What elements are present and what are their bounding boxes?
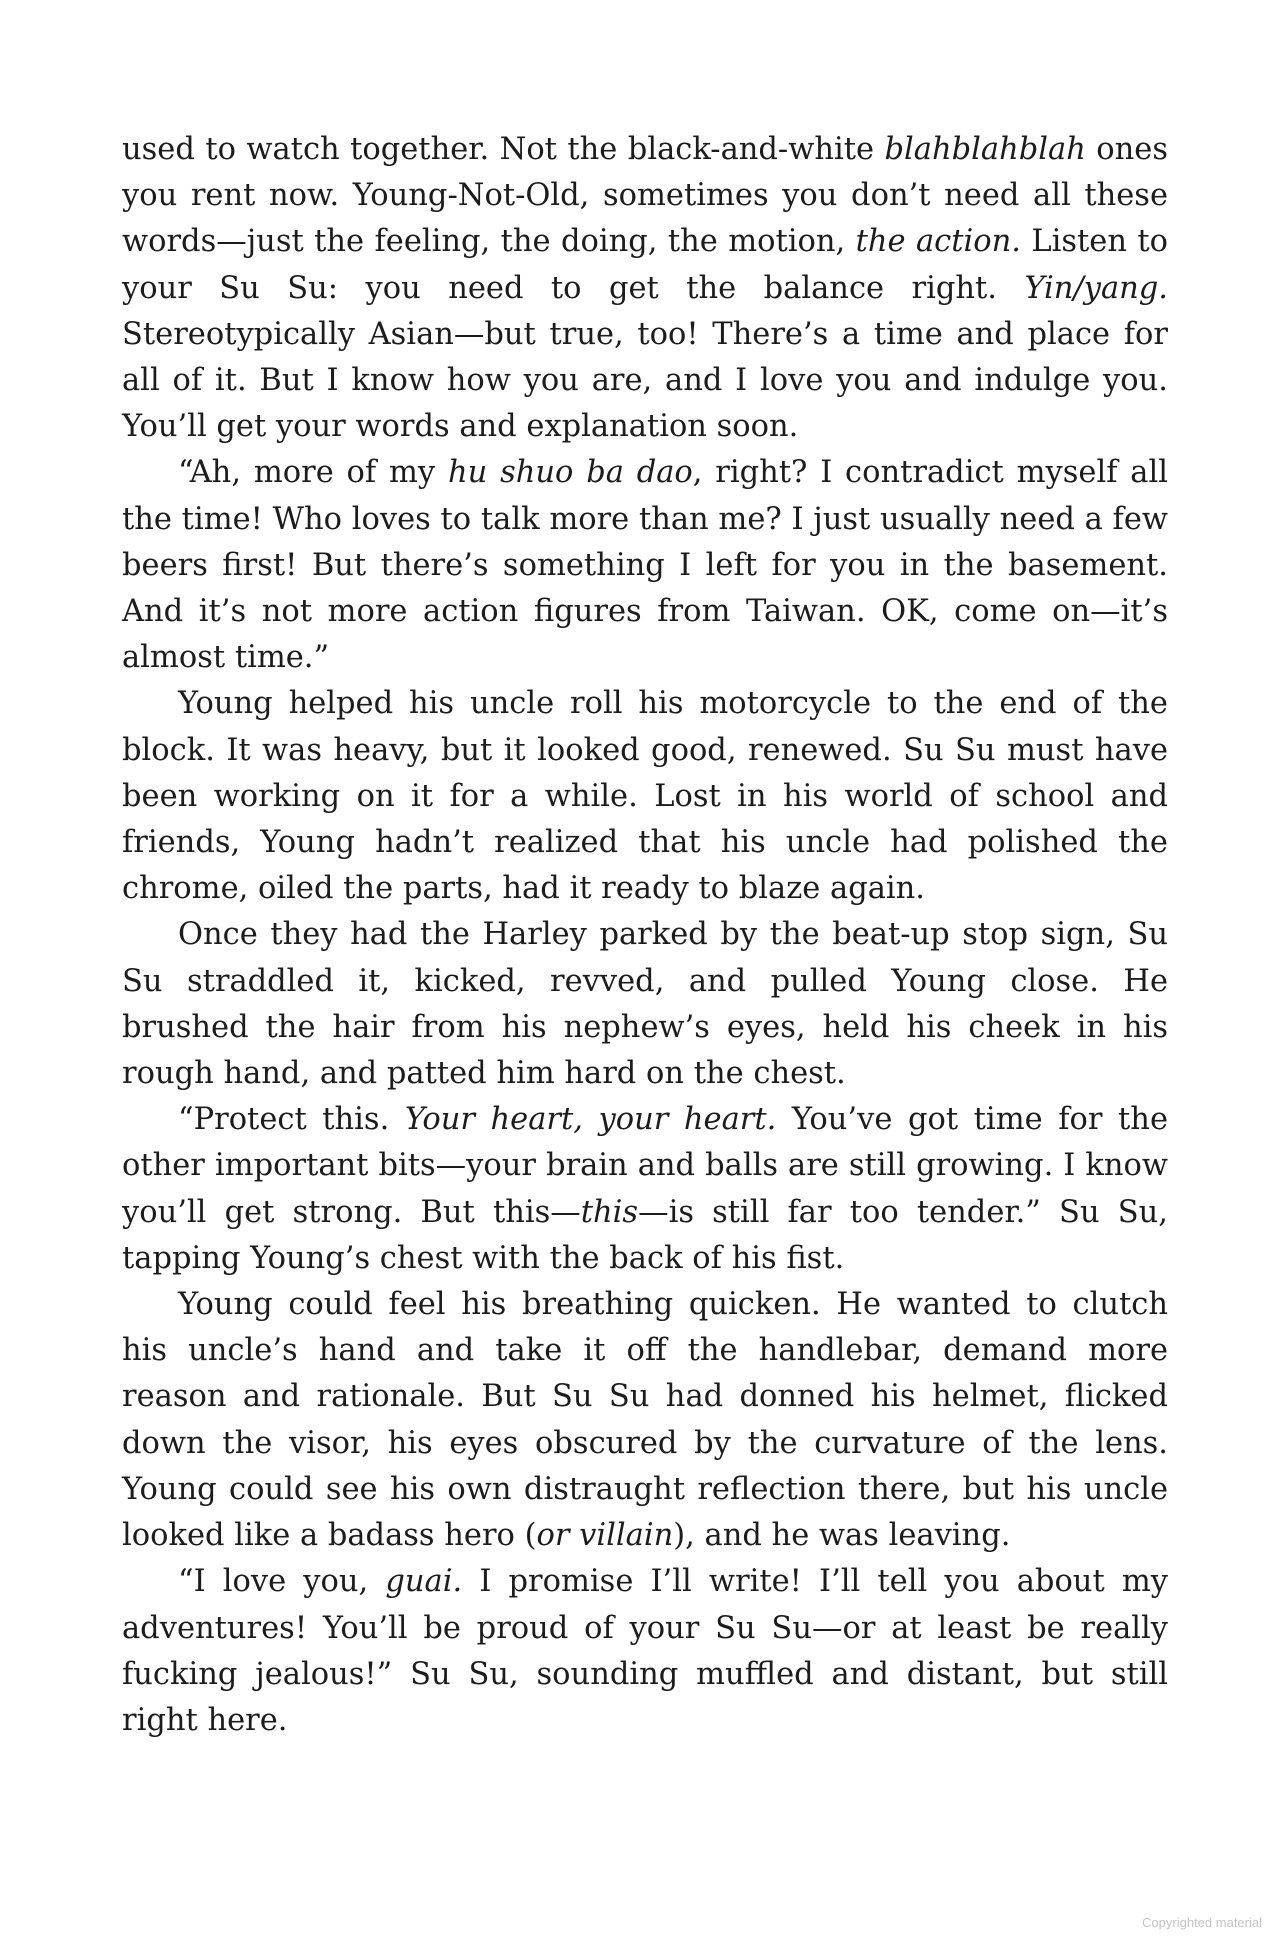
text-run: Stereotypically Asian—but true, too! There’s a time and place for all of it. But I know how you are, and I love you and indulge you. You’ll get your words and explanation soon. <box>122 316 1168 445</box>
text-run: —is still far too tender.” Su Su, tapping Young’s chest with the back of his fist. <box>122 1194 1168 1276</box>
text-run: Young helped his uncle roll his motorcycle to the end of the block. It was heavy, but it looked good, renewed. Su Su must have been working on it for a while. Lost in his world of school and friends, Young hadn’t realized that his uncle had polished the chrome, oiled the parts, had it ready to blaze again. <box>122 686 1168 907</box>
paragraph <box>122 681 1168 912</box>
paragraph <box>122 912 1168 1097</box>
italic-run: Your heart, your heart. <box>404 1102 777 1138</box>
text-run: You’ve got time for the other important bits—your brain and balls are still growing. I know you’ll get strong. But this— <box>122 1102 1169 1230</box>
text-run: , right? I contradict myself all the time! Who loves to talk more than me? I just usually need a few beers first! But there’s something I left for you in the basement. And it’s not more action figures from Taiwan. OK, come on—it’s almost time.” <box>122 455 1168 676</box>
paragraph <box>122 1559 1168 1744</box>
text-run: I promise I’ll write! I’ll tell you about my adventures! You’ll be proud of your Su Su—or at least be really fucking jealous!” Su Su, sounding muffled and distant, but still right here. <box>122 1564 1168 1738</box>
italic-run: Yin/yang. <box>1024 270 1168 306</box>
italic-run: hu shuo ba dao <box>447 455 693 491</box>
text-run: Young could feel his breathing quicken. He wanted to clutch his uncle’s hand and take it off the handlebar, demand more reason and rationale. But Su Su had donned his helmet, flicked down the visor, his eyes obscured by the curvature of the lens. Young could see his own distraught reflection there, but his uncle looked like a badass hero ( <box>122 1287 1168 1554</box>
text-run: ), and he was leaving. <box>673 1518 1011 1554</box>
text-run: “Protect this. <box>178 1102 405 1138</box>
italic-run: or villain <box>536 1518 674 1554</box>
italic-run: the action. <box>855 224 1021 260</box>
text-run: “I love you, <box>178 1564 386 1600</box>
paragraph <box>122 450 1168 681</box>
text-run: “Ah, more of my <box>178 455 448 491</box>
copyright-watermark: Copyrighted material <box>1142 1915 1262 1930</box>
paragraph <box>122 1282 1168 1559</box>
text-run: Once they had the Harley parked by the beat-up stop sign, Su Su straddled it, kicked, revved, and pulled Young close. He brushed the hair from his nephew’s eyes, held his cheek in his rough hand, and patted him hard on the chest. <box>122 917 1168 1092</box>
paragraph <box>122 1097 1168 1282</box>
italic-run: guai. <box>385 1564 463 1600</box>
italic-run: blahblahblah <box>884 132 1086 167</box>
text-run: ones you rent now. Young-Not-Old, sometimes you don’t need all these words—just the feeling, the doing, the motion, <box>122 132 1169 260</box>
page-body <box>122 127 1168 1744</box>
text-run: Listen to your Su Su: you need to get the balance right. <box>122 224 1168 306</box>
text-run: used to watch together. Not the black-and-white <box>122 132 885 167</box>
paragraph <box>122 127 1168 450</box>
italic-run: this <box>580 1194 639 1230</box>
